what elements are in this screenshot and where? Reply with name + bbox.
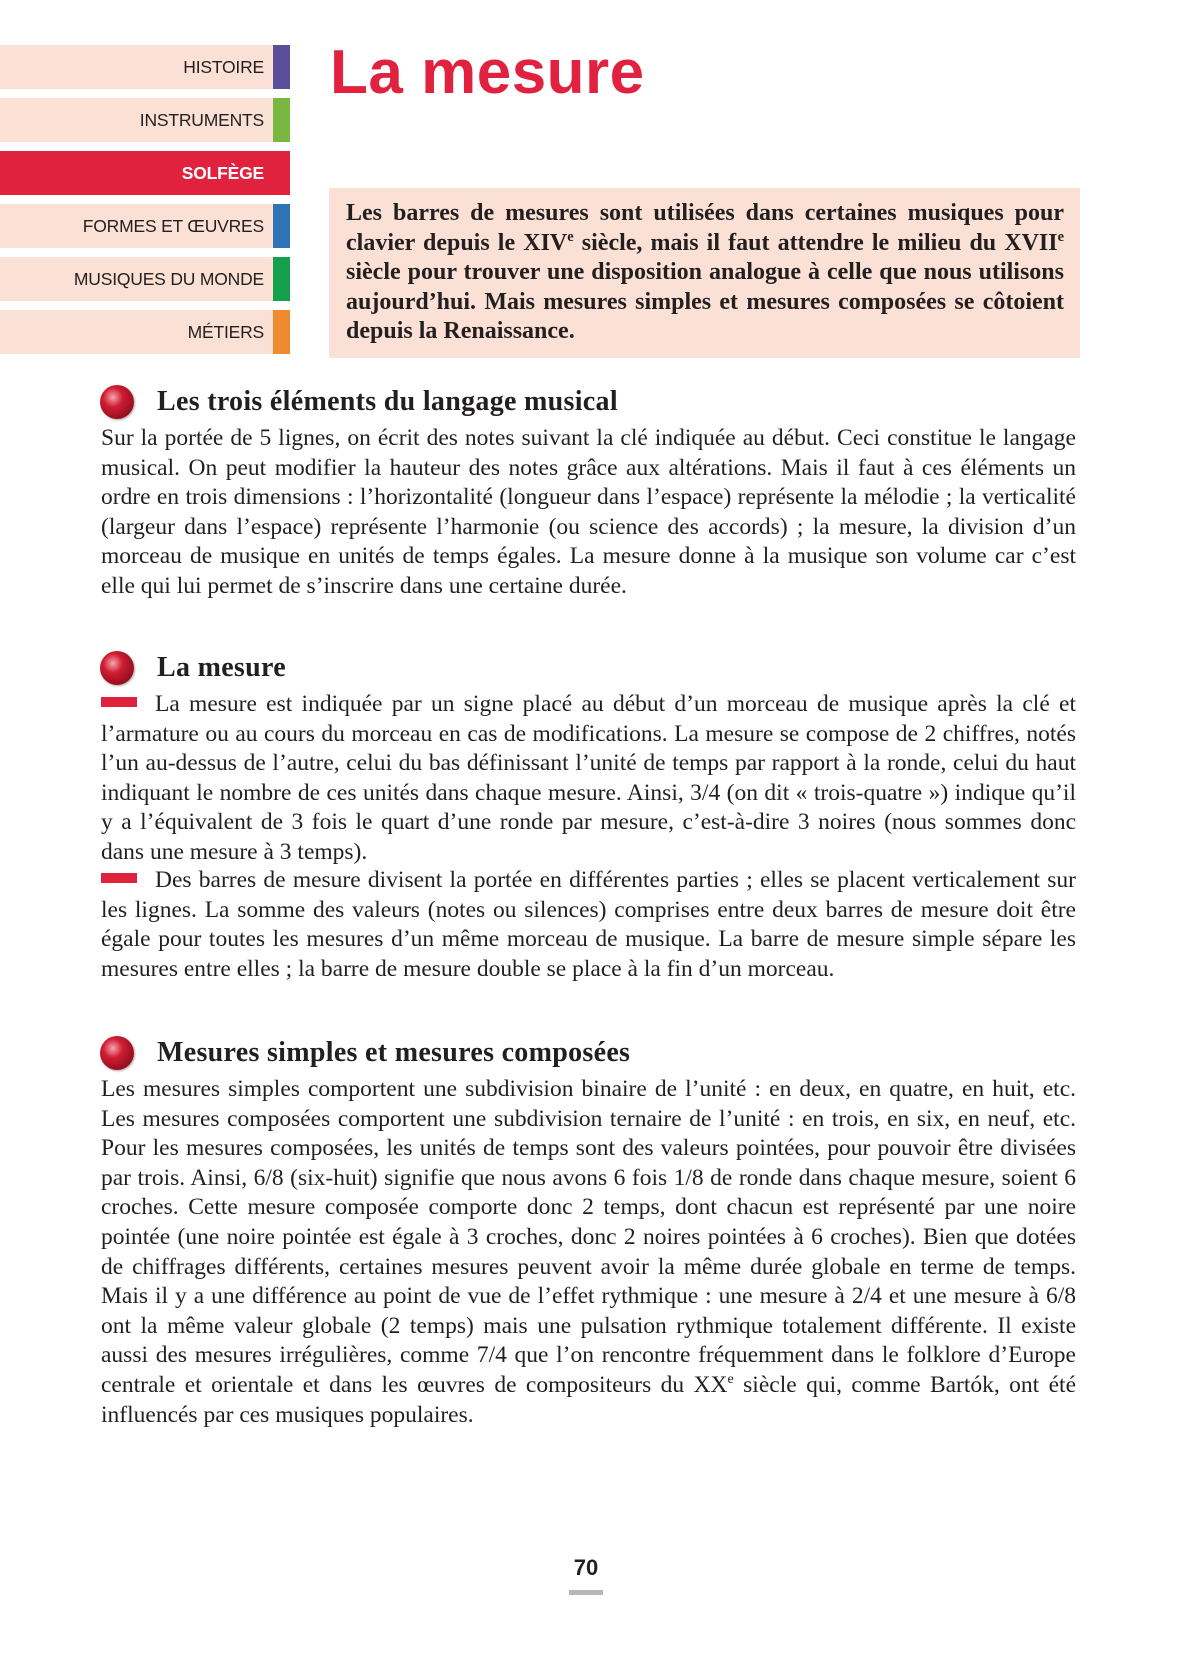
section-heading-text: Mesures simples et mesures composées [157,1037,631,1068]
intro-box [329,188,1080,358]
nav-item-metiers[interactable] [0,310,290,354]
nav-color-tab [273,257,290,301]
paragraph-text: siècle qui, comme Bartók, ont été influencés par ces musiques populaires. [101,1371,1076,1428]
intro-century-sup: e [567,228,574,245]
nav-item-label: MÉTIERS [187,321,264,342]
nav-item-formes-et-oeuvres[interactable] [0,204,290,248]
nav-color-tab [273,45,290,89]
intro-text-part: siècle pour trouver une disposition analogue à celle que nous utilisons aujourd’hui. Mais mesures simples et mesures composées se côtoient depuis la Renaissance. [346,259,1064,345]
paragraph-text: Les mesures simples comportent une subdivision binaire de l’unité : en deux, en quatre, en huit, etc. Les mesures composées comportent une subdivision ternaire de l’unité : en trois, en six, en neuf, etc. Pour les mesures composées, les unités de temps sont des valeurs pointées, pour pouvoir être divisées par trois. Ainsi, 6/8 (six-huit) signifie que nous avons 6 fois 1/8 de ronde dans chaque mesure, soient 6 croches. Cette mesure composée comporte donc 2 temps, dont chacun est représenté par une noire pointée (une noire pointée est égale à 3 croches, donc 2 noires pointées à 6 croches). Bien que dotées de chiffrages différents, certaines mesures peuvent avoir la même durée globale en terme de temps. Mais il y a une différence au point de vue de l’effet rythmique : une mesure à 2/4 et une mesure à 6/8 ont la même valeur globale (2 temps) mais une pulsation rythmique totalement différente. Il existe aussi des mesures irrégulières, comme 7/4 que l’on rencontre fréquemment dans le folklore d’Europe centrale et orientale et dans les œuvres de compositeurs du [101,1076,1076,1398]
intro-text-part: siècle, mais il faut attendre le milieu du [573,229,1005,256]
nav-item-label: MUSIQUES DU MONDE [73,268,264,289]
nav-item-label: SOLFÈGE [181,162,264,183]
intro-century: XVII [1004,229,1058,256]
century-sup: e [727,1371,734,1388]
section-heading [100,1036,630,1070]
red-ball-bullet-icon [100,385,134,419]
red-dash-bullet-icon [101,697,137,707]
section-paragraph [101,1075,1076,1430]
intro-text-part: Les barres de mesures sont utilisées dans certaines musiques pour clavier depuis le [346,200,1064,256]
section-heading [100,385,618,419]
red-dash-bullet-icon [101,873,137,883]
paragraph-text: Des barres de mesure divisent la portée en différentes parties ; elles se placent verticalement sur les lignes. La somme des valeurs (notes ou silences) comprises entre deux barres de mesure doit être égale pour toutes les mesures d’un même morceau de musique. La barre de mesure simple sépare les mesures entre elles ; la barre de mesure double se place à la fin d’un morceau. [101,867,1076,982]
section-heading-text: Les trois éléments du langage musical [157,386,618,417]
nav-color-tab [273,204,290,248]
section-paragraph: Sur la portée de 5 lignes, on écrit des notes suivant la clé indiquée au début. Ceci constitue le langage musical. On peut modifier la hauteur des notes grâce aux altérations. Mais il faut à ces éléments un ordre en trois dimensions : l’horizontalité (longueur dans l’espace) représente la mélodie ; la verticalité (largeur dans l’espace) représente l’harmonie (ou science des accords) ; la mesure, la division d’un morceau de musique en unités de temps égales. La mesure donne à la musique son volume car c’est elle qui lui permet de s’inscrire dans une certaine durée. [101,425,1076,599]
nav-item-musiques-du-monde[interactable] [0,257,290,301]
red-ball-bullet-icon [100,651,134,685]
paragraph-text: La mesure est indiquée par un signe placé au début d’un morceau de musique après la clé et l’armature ou au cours du morceau en cas de modifications. La mesure se compose de 2 chiffres, notés l’un au-dessus de l’autre, celui du bas définissant l’unité de temps par rapport à la ronde, celui du haut indiquant le nombre de ces unités dans chaque mesure. Ainsi, 3/4 (on dit « trois-quatre ») indique qu’il y a l’équivalent de 3 fois le quart d’une ronde par mesure, c’est-à-dire 3 noires (nous sommes donc dans une mesure à 3 temps). [101,691,1076,865]
nav-item-instruments[interactable] [0,98,290,142]
section-heading [100,651,286,685]
red-ball-bullet-icon [100,1036,134,1070]
page-title: La mesure [330,38,645,107]
nav-item-label: HISTOIRE [183,56,264,77]
nav-color-tab [273,98,290,142]
chapter-nav [0,45,290,363]
nav-item-label: INSTRUMENTS [139,109,264,130]
century-label: XX [693,1371,728,1398]
nav-item-label: FORMES ET ŒUVRES [82,215,264,236]
section-paragraph [101,866,1076,984]
nav-color-tab [273,310,290,354]
nav-item-solfege[interactable] [0,151,290,195]
section-heading-text: La mesure [157,652,286,683]
page-number: 70 [573,1555,599,1580]
page-number-underline [569,1590,603,1595]
intro-century-sup: e [1057,228,1064,245]
section-paragraph [101,690,1076,868]
nav-item-histoire[interactable] [0,45,290,89]
intro-century: XIV [523,229,568,256]
nav-color-tab [273,151,290,195]
